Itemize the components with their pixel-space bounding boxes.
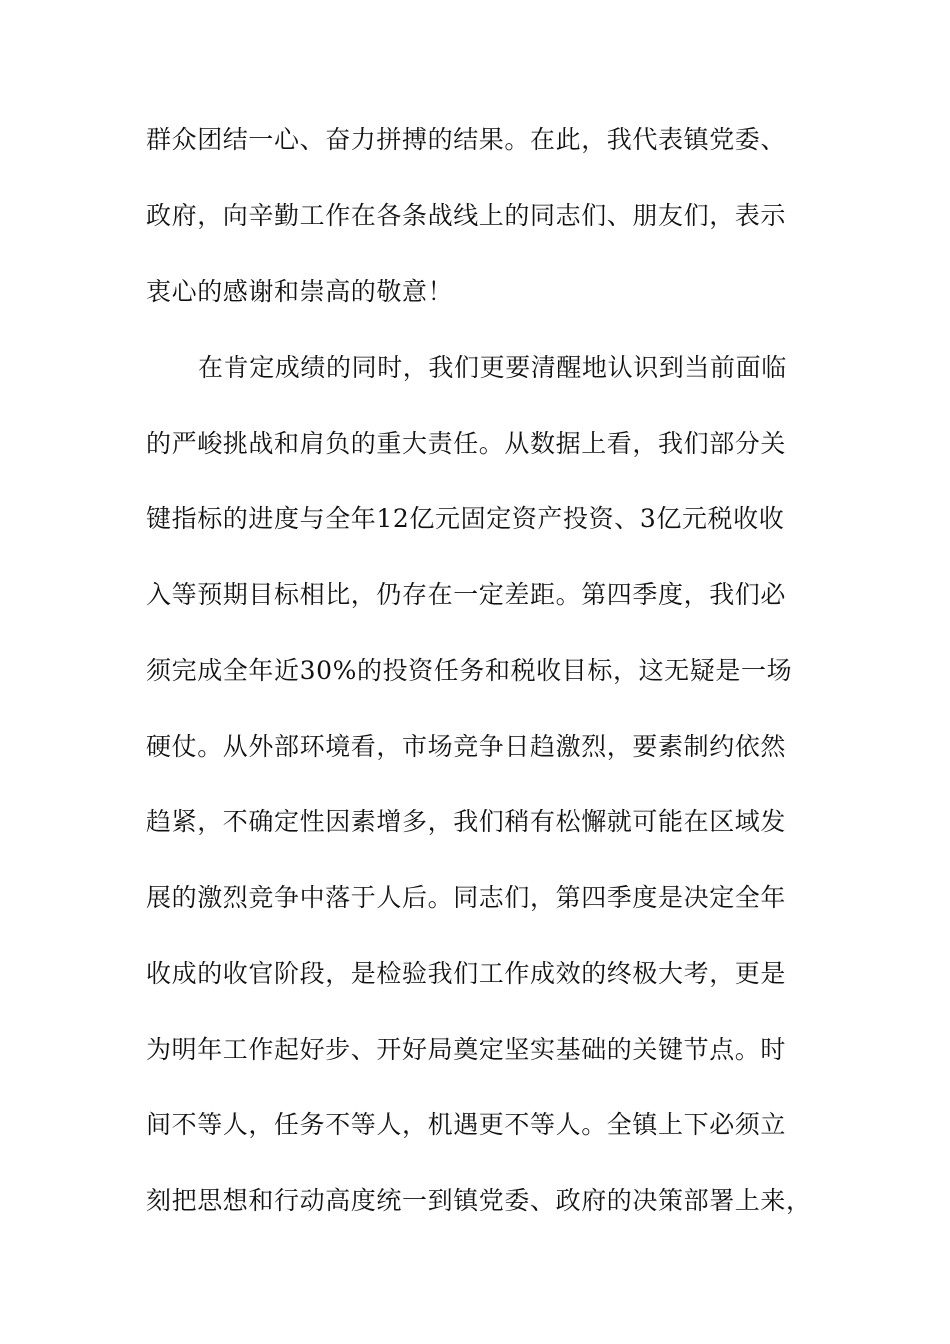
text-line: 衷心的感谢和崇高的敬意！ <box>146 277 454 306</box>
text-line: 趋紧，不确定性因素增多，我们稍有松懈就可能在区域发 <box>146 807 787 836</box>
text-line: 间不等人，任务不等人，机遇更不等人。全镇上下必须立 <box>146 1110 787 1139</box>
text-line: 政府，向辛勤工作在各条战线上的同志们、朋友们，表示 <box>146 201 787 230</box>
text-line: 展的激烈竞争中落于人后。同志们，第四季度是决定全年 <box>146 883 787 912</box>
text-line: 的严峻挑战和肩负的重大责任。从数据上看，我们部分关 <box>146 429 787 458</box>
text-line: 刻把思想和行动高度统一到镇党委、政府的决策部署上来， <box>146 1186 812 1215</box>
text-line: 须完成全年近30%的投资任务和税收目标，这无疑是一场 <box>146 656 793 685</box>
text-line: 硬仗。从外部环境看，市场竞争日趋激烈，要素制约依然 <box>146 732 787 761</box>
paragraph-first-line: 在肯定成绩的同时，我们更要清醒地认识到当前面临 <box>198 353 787 382</box>
text-line: 群众团结一心、奋力拼搏的结果。在此，我代表镇党委、 <box>146 125 787 154</box>
text-line: 键指标的进度与全年12亿元固定资产投资、3亿元税收收 <box>146 504 785 533</box>
text-line: 收成的收官阶段，是检验我们工作成效的终极大考，更是 <box>146 959 787 988</box>
text-line: 为明年工作起好步、开好局奠定坚实基础的关键节点。时 <box>146 1035 787 1064</box>
text-line: 入等预期目标相比，仍存在一定差距。第四季度，我们必 <box>146 580 787 609</box>
